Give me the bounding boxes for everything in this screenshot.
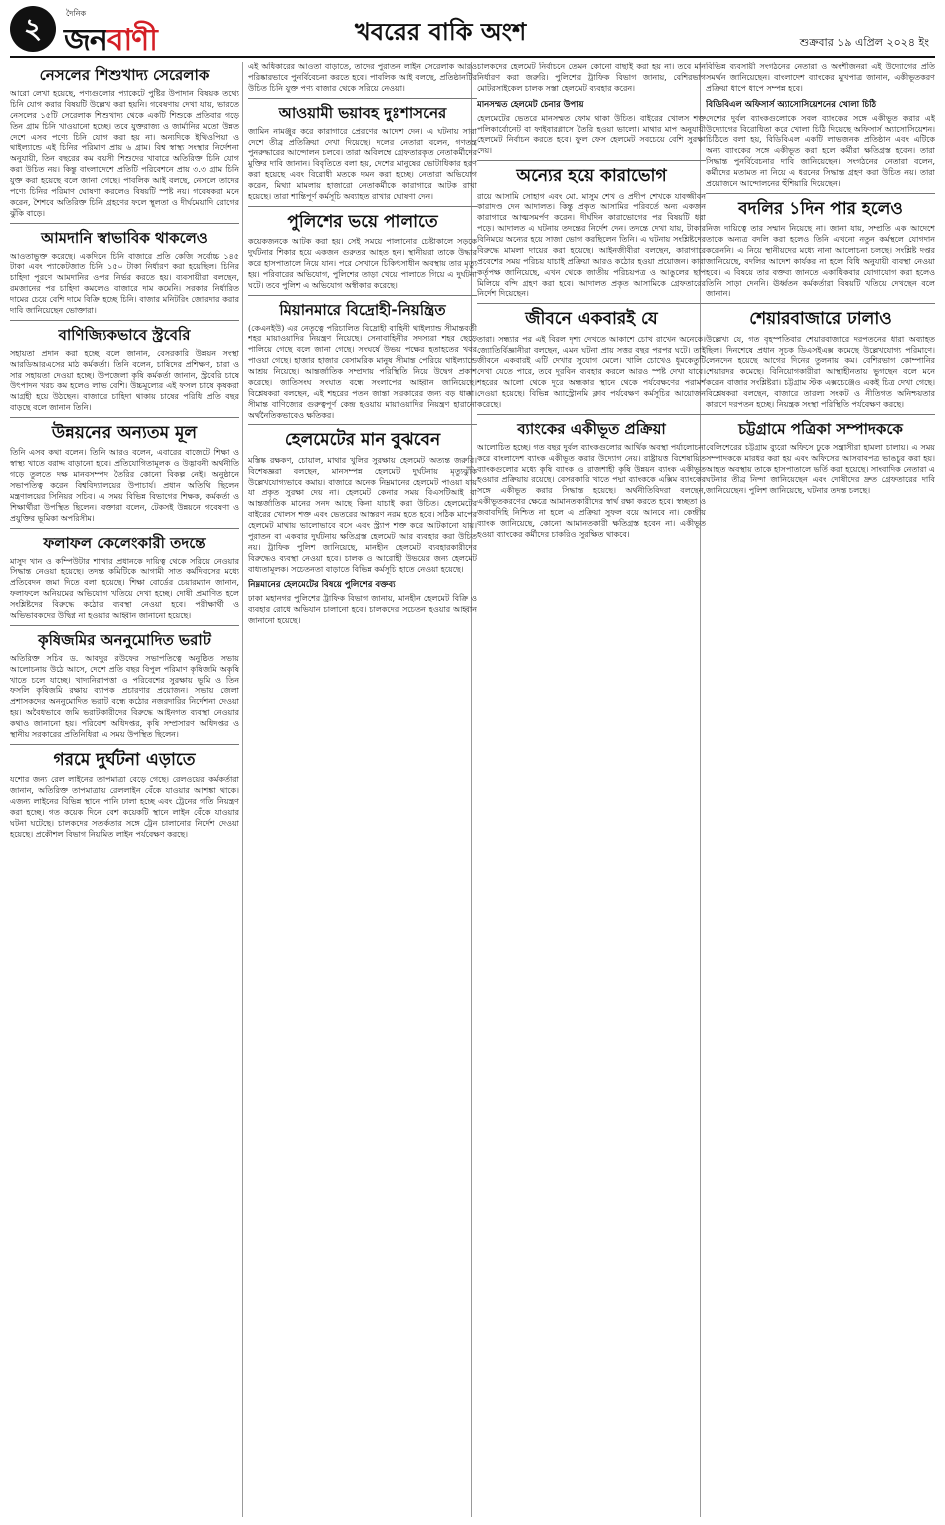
article-body: অতিরিক্ত সচিব ড. আবদুর রউফের সভাপতিত্বে অনুষ্ঠিত সভায় আলোচনায় উঠে আসে, দেশে প্রতি বছর বিপুল পরিমাণ কৃষিজমি অকৃষি খাতে চলে যাচ্ছে। খাদ্যনিরাপত্তা ও পরিবেশের সুরক্ষায় ভূমি ও তিন ফসলি কৃষিজমি রক্ষায় ব্যাপক প্রচারণার প্রয়োজন। সভায় জেলা প্রশাসকদের অননুমোদিত ভরাট বন্ধে কঠোর নজরদারির নির্দেশনা দেওয়া হয়। অবৈধভাবে জমি ভরাটকারীদের বিরুদ্ধে আইনগত ব্যবস্থা নেওয়ার কথাও জানানো হয়। পরিবেশ অধিদপ্তর, কৃষি সম্প্রসারণ অধিদপ্তর ও স্থানীয় সরকারের প্রতিনিধিরা এ সময় উপস্থিত ছিলেন। [10, 653, 239, 739]
article [706, 420, 935, 500]
article [10, 631, 239, 745]
article-headline: অন্যের হয়ে কারাভোগ [516, 166, 667, 187]
article-body: (কেএনইউ) এর নেতৃত্বে পরিচালিত বিদ্রোহী বাহিনী থাইল্যান্ড সীমান্তবর্তী শহর মায়াওয়াদির নিয়ন্ত্রণ নিয়েছে। সেনাবাহিনীর সদস্যরা শহর ছেড়ে পালিয়ে গেছে বলে জানা গেছে। সংঘর্ষে উভয় পক্ষের হতাহতের খবর পাওয়া গেছে। হাজার হাজার বেসামরিক মানুষ সীমান্ত পেরিয়ে থাইল্যান্ডে আশ্রয় নিয়েছে। আন্তর্জাতিক সম্প্রদায় পরিস্থিতি নিয়ে উদ্বেগ প্রকাশ করেছে। জাতিসংঘ সংঘাত বন্ধে সংলাপের আহ্বান জানিয়েছে। বিশ্লেষকরা বলছেন, এই শহরের পতন জান্তা সরকারের জন্য বড় ধাক্কা। সীমান্ত বাণিজ্যের গুরুত্বপূর্ণ কেন্দ্র হওয়ায় মায়াওয়াদির নিয়ন্ত্রণ হারানো অর্থনৈতিকভাবেও ক্ষতিকর। [248, 323, 477, 420]
article [706, 309, 935, 415]
article-headline: গরমে দুর্ঘটনা এড়াতে [53, 749, 196, 770]
article-body: আওতাভুক্ত করেছে। একদিনে চিনি বাজারে প্রতি কেজি সর্বোচ্চ ১৪৫ টাকা এবং প্যাকেটজাত চিনি ১৫০ টাকা নির্ধারণ করা হয়েছিল। চিনির চাহিদা পূরণে আমদানির ওপর নির্ভর করতে হয়। ব্যবসায়ীরা বলছেন, রমজানের পর চাহিদা কমলেও বাজারে দাম কমেনি। সরকার নির্ধারিত দামের চেয়ে বেশি দামে বিক্রি হচ্ছে চিনি। বাজার মনিটরিং জোরদার করার দাবি জানিয়েছেন ভোক্তারা। [10, 251, 239, 315]
article [10, 750, 239, 844]
article-headline: আওয়ামী ভয়াবহ দুঃশাসনের [278, 103, 447, 122]
article [706, 62, 935, 194]
article-headline: শেয়ারবাজারে ঢালাও [749, 309, 892, 330]
publication-date: শুক্রবার ১৯ এপ্রিল ২০২৪ ইং [799, 36, 929, 49]
article-headline: বাণিজ্যিকভাবে স্ট্রবেরি [58, 325, 191, 344]
column-2 [248, 62, 477, 1517]
article-body: যশোর জন্য রেল লাইনের তাপমাত্রা বেড়ে গেছে। রেলওয়ের কর্মকর্তারা জানান, অতিরিক্ত তাপমাত্রায় রেললাইন বেঁকে যাওয়ার আশঙ্কা থাকে। এজন্য লাইনের বিভিন্ন স্থানে পানি ঢালা হচ্ছে এবং ট্রেনের গতি নিয়ন্ত্রণ করা হচ্ছে। গত কয়েক দিনে বেশ কয়েকটি স্থানে লাইন বেঁকে যাওয়ার ঘটনা ঘটেছে। চালকদের সতর্কতার সঙ্গে ট্রেন চালানোর নির্দেশ দেওয়া হয়েছে। প্রকৌশল বিভাগ নিয়মিত লাইন পর্যবেক্ষণ করছে। [10, 775, 239, 839]
article-body: বিভিন্ন ব্যবসায়ী সংগঠনের নেতারা ও অংশীজনরা এই উদ্যোগের প্রতি সমর্থন জানিয়েছেন। বাংলাদেশ ব্যাংকের মুখপাত্র জানান, একীভূতকরণ প্রক্রিয়া ধাপে ধাপে সম্পন্ন হবে। [706, 62, 935, 93]
page-number: ২ [10, 6, 56, 52]
article [477, 166, 706, 304]
newspaper-logo [64, 16, 157, 67]
article [248, 212, 477, 296]
article [10, 326, 239, 418]
article [10, 423, 239, 529]
article [10, 534, 239, 626]
article-section-body: দেশের দুর্বল ব্যাংকগুলোকে সবল ব্যাংকের সঙ্গে একীভূত করার এই উদ্যোগের বিরোধিতা করে খোলা চিঠি দিয়েছে অফিসার্স অ্যাসোসিয়েশন। চিঠিতে বলা হয়, বিডিবিএল একটি লাভজনক প্রতিষ্ঠান এবং এটিকে অন্য ব্যাংকের সঙ্গে একীভূত করা হলে কর্মীরা ক্ষতিগ্রস্ত হবেন। তারা সিদ্ধান্ত পুনর্বিবেচনার দাবি জানিয়েছেন। সংগঠনের নেতারা বলেন, কর্মীদের মতামত না নিয়ে এ ধরনের সিদ্ধান্ত গ্রহণ করা উচিত নয়। তারা প্রয়োজনে আন্দোলনের হুঁশিয়ারি দিয়েছেন। [706, 113, 935, 188]
article-headline: জীবনে একবারই যে [525, 309, 658, 330]
column-1 [10, 62, 239, 1517]
article-headline: কৃষিজমির অননুমোদিত ভরাট [38, 630, 211, 649]
article-subheading: বিডিবিএল অফিসার্স অ্যাসোসিয়েশনের খোলা চিঠি [706, 99, 877, 110]
article-headline: ব্যাংকের একীভূত প্রক্রিয়া [517, 419, 666, 438]
article-headline: হেলমেটের মান বুঝবেন [284, 430, 441, 451]
article [248, 430, 477, 630]
article-body: বেলিশেরের চট্টগ্রাম ব্যুরো অফিসে ঢুকে সন্ত্রাসীরা হামলা চালায়। এ সময় সম্পাদককে মারধর করা হয় এবং অফিসের আসবাবপত্র ভাঙচুর করা হয়। আহত অবস্থায় তাকে হাসপাতালে ভর্তি করা হয়েছে। সাংবাদিক নেতারা এ ঘটনার তীব্র নিন্দা জানিয়েছেন এবং দোষীদের দ্রুত গ্রেফতারের দাবি জানিয়েছেন। পুলিশ জানিয়েছে, ঘটনার তদন্ত চলছে। [706, 442, 935, 496]
article [10, 229, 239, 321]
article-subheading: নিম্নমানের হেলমেটের বিষয়ে পুলিশের বক্তব্য [248, 580, 396, 591]
logo-part-1: জন [64, 23, 107, 58]
article-body: উল্লেখ্য যে, গত বৃহস্পতিবার শেয়ারবাজারে দরপতনের ধারা অব্যাহত ছিল। দিনশেষে প্রধান সূচক ডিএসইএক্স কমেছে উল্লেখযোগ্য পরিমাণে। লেনদেন হয়েছে আগের দিনের তুলনায় কম। বেশিরভাগ কোম্পানির শেয়ারদর কমেছে। বিনিয়োগকারীরা আস্থাহীনতায় ভুগছেন বলে মনে করেন বাজার সংশ্লিষ্টরা। চট্টগ্রাম স্টক এক্সচেঞ্জেও একই চিত্র দেখা গেছে। বিশ্লেষকরা বলছেন, বাজারে তারল্য সংকট ও নীতিগত অনিশ্চয়তার কারণে দরপতন হচ্ছে। নিয়ন্ত্রক সংস্থা পরিস্থিতি পর্যবেক্ষণ করছে। [706, 334, 935, 409]
article-headline: চট্টগ্রামে পত্রিকা সম্পাদককে [738, 419, 903, 438]
article-body: এই অধিকারের আওতা বাড়াতে, তাদের পুরাতন লাইন সেরেলাক আরও পরিষ্কারভাবে পুনর্বিবেচনা করতে হবে। পাবলিক আই বলছে, প্রতিষ্ঠানটির উচিত চিনি যুক্ত পণ্য বাজার থেকে সরিয়ে নেওয়া। [248, 62, 477, 93]
article-subheading: মানসম্মত হেলমেট চেনার উপায় [477, 99, 584, 110]
article-body: সহায়তা প্রদান করা হচ্ছে বলে জানান, বেসরকারি উন্নয়ন সংস্থা আরডিআরএসের মাঠ কর্মকর্তা। তিনি বলেন, চাষিদের প্রশিক্ষণ, চারা ও সার সহায়তা দেওয়া হচ্ছে। উপজেলা কৃষি কর্মকর্তা জানান, স্ট্রবেরি চাষে উৎপাদন খরচ কম হলেও লাভ বেশি। উচ্চমূল্যের এই ফসল চাষে কৃষকরা আগ্রহী হয়ে উঠছেন। বাজারে চাহিদা থাকায় চাষের পরিধি প্রতি বছর বাড়ছে বলে জানান তিনি। [10, 348, 239, 413]
logo-prefix: দৈনিক [66, 9, 87, 18]
section-title: খবরের বাকি অংশ [355, 18, 527, 46]
article-headline: বদলির ১দিন পার হলেও [738, 198, 903, 219]
article [248, 62, 477, 99]
article-section-body: হেলমেটের ভেতরে মানসম্মত ফোম থাকা উচিত। বাইরের খোলস শক্ত পলিকার্বোনেট বা ফাইবারগ্লাসে তৈরি হওয়া ভালো। মাথার মাপ অনুযায়ী হেলমেট নির্বাচন করতে হবে। ফুল ফেস হেলমেট সবচেয়ে বেশি সুরক্ষা দেয়। [477, 113, 706, 156]
logo-part-2: বাণী [106, 23, 157, 58]
article-body: চালকদের হেলমেট নির্বাচনে তেমন কোনো বাছাই করা হয় না। তবে মান নির্ধারণ করা জরুরি। পুলিশের ট্রাফিক বিভাগ জানায়, বেশিরভাগ মোটরসাইকেল চালক সস্তা হেলমেট ব্যবহার করেন। [477, 62, 706, 93]
article-body: নিজ দায়িত্বে তার সম্মান নিয়েছে না। জানা যায়, সম্প্রতি এক আদেশে তাকে অন্যত্র বদলি করা হলেও তিনি এখনো নতুন কর্মস্থলে যোগদান করেননি। এ নিয়ে স্থানীয়দের মধ্যে নানা আলোচনা চলছে। সংশ্লিষ্ট দপ্তর জানিয়েছে, বদলির আদেশ কার্যকর না হলে বিধি অনুযায়ী ব্যবস্থা নেওয়া হবে। এ বিষয়ে তার বক্তব্য জানতে একাধিকবার যোগাযোগ করা হলেও তিনি সাড়া দেননি। ঊর্ধ্বতন কর্মকর্তারা বিষয়টি খতিয়ে দেখছেন বলে জানান। [706, 224, 935, 299]
article [248, 301, 477, 426]
article [248, 104, 477, 207]
article-headline: নেসলের শিশুখাদ্য সেরেলাক [39, 66, 210, 84]
column-3 [477, 62, 706, 1517]
column-4 [706, 62, 935, 1517]
article-body: আরো লেখা হয়েছে, পণ্যগুলোর প্যাকেটে পুষ্টির উপাদান বিষয়ক তথ্যে চিনি যোগ করার বিষয়টি উল্লেখ করা হয়নি। গবেষণায় দেখা যায়, ভারতে নেসলের ১৫টি সেরেলাক শিশুখাদ্য থেকে একটি শিশুকে প্রতিবার গড়ে তিন গ্রাম চিনি খাওয়ানো হচ্ছে। তবে যুক্তরাজ্য ও জার্মানির মতো উন্নত দেশে এসব পণ্যে চিনি যোগ করা হয় না। অন্যদিকে ইথিওপিয়া ও থাইল্যান্ডে এই চিনির পরিমাণ প্রায় ৬ গ্রাম। বিশ্ব স্বাস্থ্য সংস্থার নির্দেশনা অনুযায়ী, তিন বছরের কম বয়সী শিশুদের খাবারে অতিরিক্ত চিনি যোগ করা উচিত নয়। কিন্তু বাংলাদেশে প্রতিটি পরিবেশনে প্রায় ৩.৩ গ্রাম চিনি যুক্ত করা হয়েছে বলে জানা গেছে। পাবলিক আই বলছে, নেসলে তাদের পণ্যে চিনির পরিমাণ ঘোষণা করলেও বিষয়টি স্পষ্ট নয়। গবেষকরা মনে করেন, শৈশবে অতিরিক্ত চিনি গ্রহণের ফলে স্থূলতা ও দীর্ঘমেয়াদি রোগের ঝুঁকি বাড়ে। [10, 89, 239, 218]
article-body: জামিন নামঞ্জুর করে কারাগারে প্রেরণের আদেশ দেন। এ ঘটনায় সারা দেশে তীব্র প্রতিক্রিয়া দেখা দিয়েছে। দলের নেতারা বলেন, গণতন্ত্র পুনরুদ্ধারের আন্দোলন চলবে। তারা অবিলম্বে গ্রেফতারকৃত নেতাকর্মীদের মুক্তির দাবি জানান। বিবৃতিতে বলা হয়, দেশের মানুষের ভোটাধিকার হরণ করা হয়েছে এবং বিরোধী মতকে দমন করা হচ্ছে। নেতারা অভিযোগ করেন, মিথ্যা মামলায় হাজারো নেতাকর্মীকে কারাগারে আটক রাখা হয়েছে। তারা শান্তিপূর্ণ কর্মসূচি অব্যাহত রাখার ঘোষণা দেন। [248, 126, 477, 201]
article-headline: মিয়ানমারে বিদ্রোহী-নিয়ন্ত্রিত [279, 300, 446, 319]
article-headline: উন্নয়নের অন্যতম মূল [51, 423, 198, 443]
article-body: তিনি এসব কথা বলেন। তিনি আরও বলেন, এবারের বাজেটে শিক্ষা ও স্বাস্থ্য খাতে বরাদ্দ বাড়ানো হবে। প্রতিযোগিতামূলক ও উদ্ভাবনী অর্থনীতি গড়ে তুলতে দক্ষ মানবসম্পদ তৈরির কোনো বিকল্প নেই। অনুষ্ঠানে সভাপতিত্ব করেন বিশ্ববিদ্যালয়ের উপাচার্য। প্রধান অতিথি ছিলেন মন্ত্রণালয়ের সিনিয়র সচিব। এ সময় বিভিন্ন বিভাগের শিক্ষক, কর্মকর্তা ও শিক্ষার্থীরা উপস্থিত ছিলেন। বক্তারা বলেন, টেকসই উন্নয়নে গবেষণা ও প্রযুক্তির ভূমিকা অপরিসীম। [10, 448, 239, 523]
article-body: তারা। সন্ধ্যার পর এই বিরল দৃশ্য দেখতে আকাশে চোখ রাখেন অনেকে। জ্যোতির্বিজ্ঞানীরা বলছেন, এমন ঘটনা প্রায় সত্তর বছর পরপর ঘটে। তাই জীবনে একবারই এটি দেখার সুযোগ মেলে। খালি চোখেও ধূমকেতুটি দেখা যেতে পারে, তবে দূরবিন ব্যবহার করলে আরও স্পষ্ট দেখা যাবে। শহরের আলো থেকে দূরে অন্ধকার স্থানে থেকে পর্যবেক্ষণের পরামর্শ দেওয়া হয়েছে। বিভিন্ন অ্যাস্ট্রোনমি ক্লাব পর্যবেক্ষণ কর্মসূচির আয়োজন করেছে। [477, 334, 706, 409]
article [477, 62, 706, 161]
article-body: মস্তিষ্ক রক্ষকণ, চোয়াল, মাথার খুলির সুরক্ষায় হেলমেট অত্যন্ত জরুরি। বিশেষজ্ঞরা বলছেন, মানসম্পন্ন হেলমেট দুর্ঘটনায় মৃত্যুঝুঁকি উল্লেখযোগ্যভাবে কমায়। বাজারে অনেক নিম্নমানের হেলমেট পাওয়া যায় যা প্রকৃত সুরক্ষা দেয় না। হেলমেট কেনার সময় বিএসটিআই বা আন্তর্জাতিক মানের সনদ আছে কিনা যাচাই করা উচিত। হেলমেটের বাইরের খোলস শক্ত এবং ভেতরের আস্তরণ নরম হতে হবে। সঠিক মাপের হেলমেট মাথায় ভালোভাবে বসে এবং স্ট্র্যাপ শক্ত করে আটকানো যায়। পুরাতন বা একবার দুর্ঘটনায় ক্ষতিগ্রস্ত হেলমেট আর ব্যবহার করা উচিত নয়। ট্রাফিক পুলিশ জানিয়েছে, মানহীন হেলমেট ব্যবহারকারীদের বিরুদ্ধেও ব্যবস্থা নেওয়া হবে। চালক ও আরোহী উভয়ের জন্য হেলমেট বাধ্যতামূলক। সচেতনতা বাড়াতে বিভিন্ন কর্মসূচি হাতে নেওয়া হয়েছে। [248, 455, 477, 574]
article-body: মাসুদ খান ও কম্পিউটার শাখার প্রধানকে দায়িত্ব থেকে সরিয়ে নেওয়ার সিদ্ধান্ত নেওয়া হয়েছে। তদন্ত কমিটিকে আগামী সাত কর্মদিবসের মধ্যে প্রতিবেদন জমা দিতে বলা হয়েছে। শিক্ষা বোর্ডের চেয়ারম্যান জানান, ফলাফলে অনিয়মের অভিযোগ খতিয়ে দেখা হচ্ছে। দোষী প্রমাণিত হলে সংশ্লিষ্টদের বিরুদ্ধে কঠোর ব্যবস্থা নেওয়া হবে। পরীক্ষার্থী ও অভিভাবকদের উদ্বিগ্ন না হওয়ার আহ্বান জানানো হয়েছে। [10, 556, 239, 620]
article-headline: আমদানি স্বাভাবিক থাকলেও [41, 228, 208, 247]
article-body: কয়েকজনকে আটক করা হয়। সেই সময়ে পালানোর চেষ্টাকালে সড়কে দুর্ঘটনার শিকার হয়ে একজন গুরুতর আহত হন। স্থানীয়রা তাকে উদ্ধার করে হাসপাতালে নিয়ে যান। পরে সেখানে চিকিৎসাধীন অবস্থায় তার মৃত্যু হয়। পরিবারের অভিযোগ, পুলিশের তাড়া খেয়ে পালাতে গিয়ে এ দুর্ঘটনা ঘটে। তবে পুলিশ এ অভিযোগ অস্বীকার করেছে। [248, 237, 477, 290]
article-section-body: ঢাকা মহানগর পুলিশের ট্রাফিক বিভাগ জানায়, মানহীন হেলমেট বিক্রি ও ব্যবহার রোধে অভিযান চালানো হবে। চালকদের সচেতন হওয়ার আহ্বান জানানো হয়েছে। [248, 594, 477, 626]
column-divider [242, 62, 243, 1517]
article [10, 66, 239, 224]
article [477, 309, 706, 415]
article-headline: পুলিশের ভয়ে পালাতে [287, 211, 438, 232]
article [477, 420, 706, 544]
masthead [10, 4, 935, 58]
article-body: রায়ে আসামি সোহাগ এবং মো. মাসুম শেখ ও প্রদীপ শেখকে যাবজ্জীবন কারাদণ্ড দেন আদালত। কিন্তু প্রকৃত আসামির পরিবর্তে অন্য একজন কারাগারে আত্মসমর্পণ করেন। দীর্ঘদিন কারাভোগের পর বিষয়টি ধরা পড়ে। আদালত এ ঘটনায় তদন্তের নির্দেশ দেন। তদন্তে দেখা যায়, টাকার বিনিময়ে অন্যের হয়ে সাজা ভোগ করছিলেন তিনি। এ ঘটনায় সংশ্লিষ্টদের বিরুদ্ধে মামলা দায়ের করা হয়েছে। আইনজীবীরা বলছেন, কারাগারে প্রবেশের সময় পরিচয় যাচাই প্রক্রিয়া আরও কঠোর হওয়া প্রয়োজন। কারা কর্তৃপক্ষ জানিয়েছে, এখন থেকে জাতীয় পরিচয়পত্র ও আঙুলের ছাপ মিলিয়ে বন্দি গ্রহণ করা হবে। আদালত প্রকৃত আসামিকে গ্রেফতারের নির্দেশ দিয়েছেন। [477, 191, 706, 299]
article [706, 199, 935, 305]
article-body: আলোচিত হচ্ছে। গত বছর দুর্বল ব্যাংকগুলোর আর্থিক অবস্থা পর্যালোচনা করে বাংলাদেশ ব্যাংক একীভূত করার উদ্যোগ নেয়। রাষ্ট্রায়ত্ত বিশেষায়িত ব্যাংকগুলোর মধ্যে কৃষি ব্যাংক ও রাজশাহী কৃষি উন্নয়ন ব্যাংক একীভূত হওয়ার প্রক্রিয়ায় রয়েছে। বেসরকারি খাতে পদ্মা ব্যাংককে এক্সিম ব্যাংকের সঙ্গে একীভূত করার সিদ্ধান্ত হয়েছে। অর্থনীতিবিদরা বলছেন, একীভূতকরণের ক্ষেত্রে আমানতকারীদের স্বার্থ রক্ষা করতে হবে। স্বচ্ছতা ও জবাবদিহি নিশ্চিত না হলে এ প্রক্রিয়া সুফল বয়ে আনবে না। কেন্দ্রীয় ব্যাংক জানিয়েছে, কোনো আমানতকারী ক্ষতিগ্রস্ত হবেন না। একীভূত হওয়া ব্যাংকের কর্মীদের চাকরিও সুরক্ষিত থাকবে। [477, 442, 706, 539]
article-headline: ফলাফল কেলেংকারী তদন্তে [43, 533, 206, 552]
